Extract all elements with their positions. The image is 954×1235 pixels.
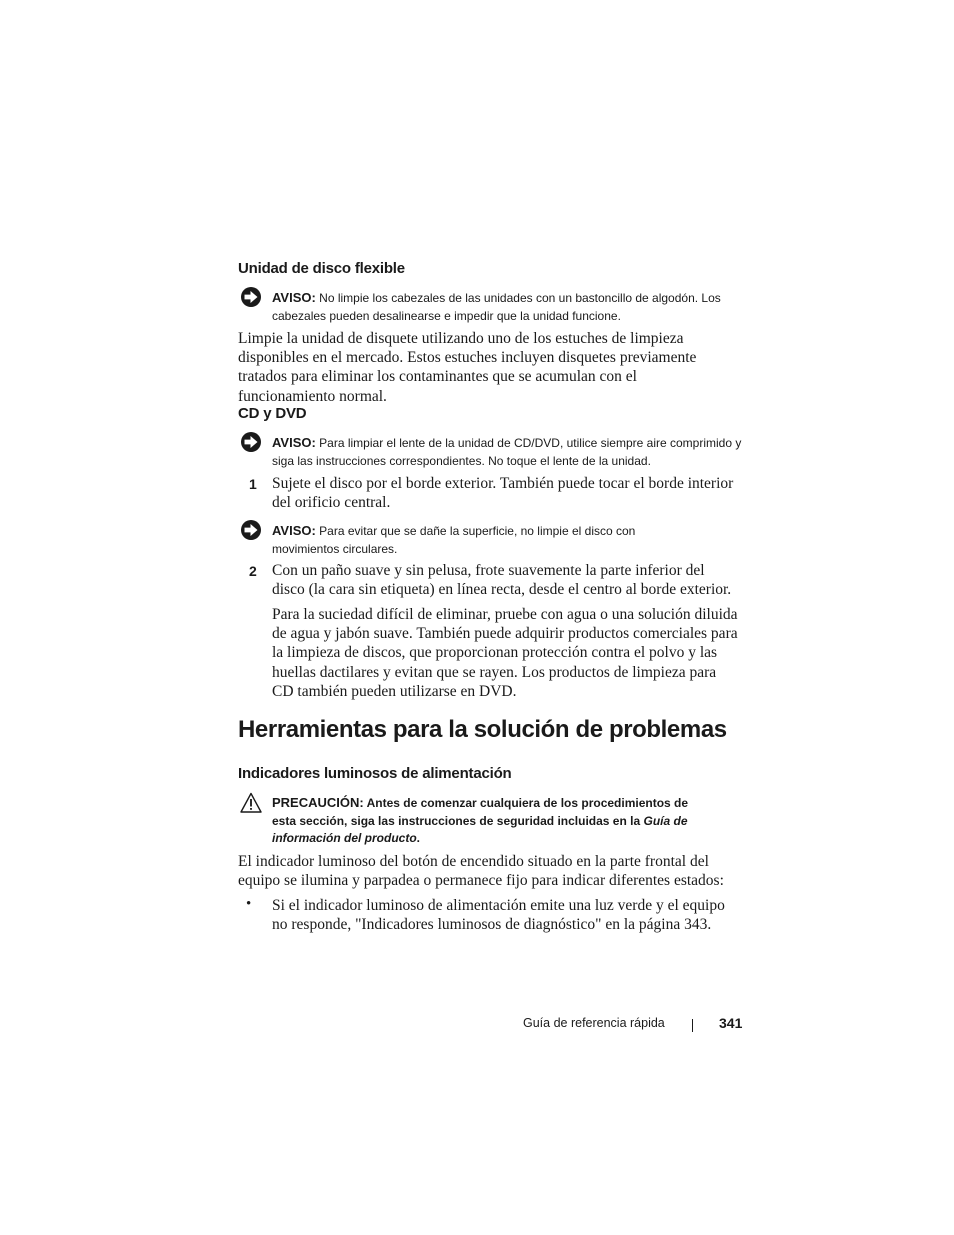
notice-body: No limpie los cabezales de las unidades con un bastoncillo de algodón. Los cabezales pueden desalinearse e impedir que la unidad funcione. [272, 291, 721, 323]
notice-label: AVISO: [272, 290, 316, 305]
caution-triangle-icon [240, 792, 262, 814]
section-heading-cd-dvd: CD y DVD [238, 405, 307, 422]
step-number: 1 [249, 476, 257, 492]
step-extra-paragraph: Para la suciedad difícil de eliminar, pruebe con agua o una solución diluida de agua y jabón suave. También puede adquirir productos comerciales para la limpieza de discos, que proporcionan protección contra el polvo y las huellas dactilares y evitan que se rayen. Los productos de limpieza para CD también pueden utilizarse en DVD. [272, 606, 738, 700]
section-heading-floppy: Unidad de disco flexible [238, 260, 405, 277]
caution-label: PRECAUCIÓN: [272, 795, 364, 810]
notice-body: Para limpiar el lente de la unidad de CD/DVD, utilice siempre aire comprimido y siga las instrucciones correspondientes. No toque el lente de la unidad. [272, 436, 742, 468]
caution-text [272, 794, 692, 848]
main-heading: Herramientas para la solución de problemas [238, 716, 727, 743]
caution-body: Antes de comenzar cualquiera de los procedimientos de esta sección, siga las instrucciones de seguridad incluidas en la [272, 796, 689, 828]
step-number: 2 [249, 563, 257, 579]
notice-text [272, 434, 742, 470]
notice-label: AVISO: [272, 435, 316, 450]
notice-floppy [238, 289, 738, 325]
step-text: Con un paño suave y sin pelusa, frote suavemente la parte inferior del disco (la cara sin etiqueta) en línea recta, desde el centro al borde exterior. [272, 562, 732, 599]
notice-arrow-icon [240, 431, 262, 453]
section-heading-power-lights: Indicadores luminosos de alimentación [238, 765, 512, 782]
footer-title: Guía de referencia rápida [523, 1016, 665, 1030]
notice-body: Para evitar que se dañe la superficie, no limpie el disco con movimientos circulares. [272, 524, 636, 556]
notice-cd-surface [238, 522, 738, 558]
caution-doc-title: Guía de información del producto [272, 813, 688, 845]
page-number: 341 [719, 1015, 743, 1031]
caution-tail: . [416, 831, 421, 845]
notice-text [272, 289, 742, 325]
caution-safety [238, 794, 738, 848]
bullet-text: Si el indicador luminoso de alimentación emite una luz verde y el equipo no responde, "Indicadores luminosos de diagnóstico" en la página 343. [272, 897, 725, 934]
bullet-symbol: • [246, 896, 252, 912]
notice-arrow-icon [240, 519, 262, 541]
notice-text [272, 522, 672, 558]
floppy-paragraph: Limpie la unidad de disquete utilizando uno de los estuches de limpieza disponibles en el mercado. Estos estuches incluyen disquetes previamente tratados para eliminar los contaminantes que se acumulan con el funcionamiento normal. [238, 330, 697, 405]
notice-cd-lens [238, 434, 742, 470]
power-lights-paragraph: El indicador luminoso del botón de encendido situado en la parte frontal del equipo se ilumina y parpadea o permanece fijo para indicar diferentes estados: [238, 853, 724, 890]
footer-separator [692, 1019, 693, 1032]
notice-arrow-icon [240, 286, 262, 308]
notice-label: AVISO: [272, 523, 316, 538]
step-text: Sujete el disco por el borde exterior. También puede tocar el borde interior del orificio central. [272, 475, 734, 512]
